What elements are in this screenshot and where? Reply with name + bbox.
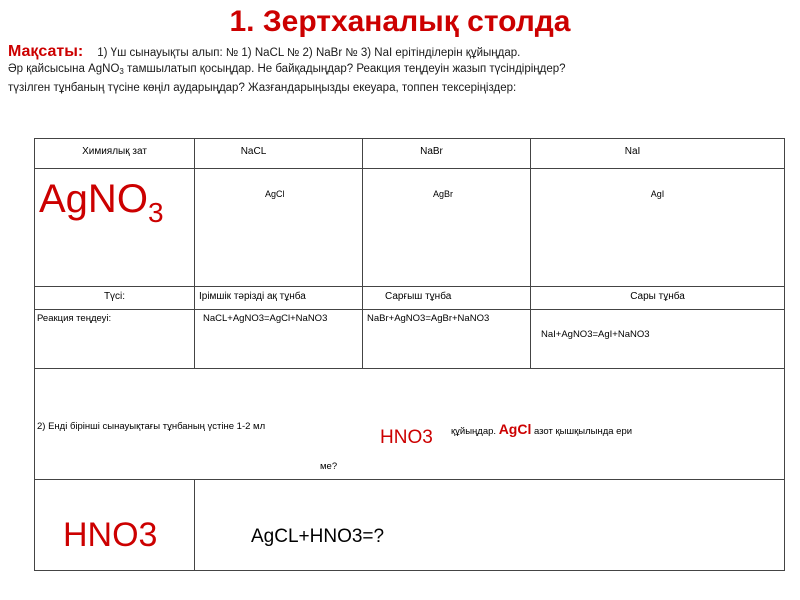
page-title: 1. Зертханалық столда bbox=[229, 5, 571, 38]
reaction-row bbox=[35, 310, 785, 369]
reaction-cell-2: NaBr+AgNO3=AgBr+NaNO3 bbox=[363, 310, 531, 369]
product-cell-agbr: AgBr bbox=[363, 169, 531, 287]
color-cell-1: Ірімшік тәрізді ақ тұнба bbox=[195, 287, 363, 310]
header-cell-substance: Химиялық зат bbox=[35, 139, 195, 169]
color-row bbox=[35, 287, 785, 310]
final-row bbox=[35, 480, 785, 571]
color-cell-3: Сары тұнба bbox=[531, 287, 785, 310]
question-reagent: HNO3 bbox=[380, 427, 433, 448]
header-cell-nai: NaI bbox=[531, 139, 785, 169]
goal-line-2-after: тамшылатып қосыңдар. Не байқадыңдар? Реакция теңдеуін жазып түсіндіріңдер? bbox=[123, 63, 566, 75]
color-cell-2: Сарғыш тұнба bbox=[363, 287, 531, 310]
goal-label: Мақсаты: bbox=[8, 43, 84, 60]
goal-line-2-before: Әр қайсысына AgNO bbox=[8, 63, 120, 75]
question-part-2: құйыңдар. AgCl азот қышқылында ери bbox=[451, 421, 633, 437]
question-part-1: 2) Енді бірінші сынауықтағы тұнбаның үстіне 1-2 мл bbox=[37, 421, 266, 432]
reaction-cell-3: NaI+AgNO3=AgI+NaNO3 bbox=[531, 310, 785, 369]
final-right-cell: AgCL+HNO3=? bbox=[195, 480, 785, 571]
question-part-4: ме? bbox=[320, 461, 338, 472]
reaction-label-cell: Реакция теңдеуі: bbox=[35, 310, 195, 369]
question-row bbox=[35, 369, 785, 480]
goal-line-2-sub: 3 bbox=[119, 67, 124, 76]
reagent-cell bbox=[35, 169, 195, 287]
question-agcl: AgCl bbox=[498, 421, 532, 437]
header-cell-nabr: NaBr bbox=[363, 139, 531, 169]
color-label-cell: Түсі: bbox=[35, 287, 195, 310]
lab-table bbox=[34, 138, 785, 571]
goal-paragraph bbox=[8, 44, 788, 96]
product-cell-agcl: AgCl bbox=[195, 169, 363, 287]
reaction-cell-1: NaCL+AgNO3=AgCl+NaNO3 bbox=[195, 310, 363, 369]
question-cell bbox=[35, 369, 785, 480]
goal-line-3: түзілген тұнбаның түсіне көңіл аударыңдар? Жазғандарыңызды екеуара, топпен тексеріңіздер: bbox=[8, 82, 517, 94]
product-cell-agi: AgI bbox=[531, 169, 785, 287]
final-left-cell: HNO3 bbox=[35, 480, 195, 571]
goal-line-2 bbox=[8, 61, 788, 80]
goal-line-1 bbox=[8, 44, 788, 61]
goal-line-1-text: 1) Үш сынауықты алып: № 1) NaCL № 2) NaBr № 3) NaI ерітінділерін құйыңдар. bbox=[97, 47, 521, 59]
table-header-row bbox=[35, 139, 785, 169]
reagent-row bbox=[35, 169, 785, 287]
header-cell-nacl: NaCL bbox=[195, 139, 363, 169]
reagent-formula: AgNO$_3$ bbox=[39, 177, 164, 228]
